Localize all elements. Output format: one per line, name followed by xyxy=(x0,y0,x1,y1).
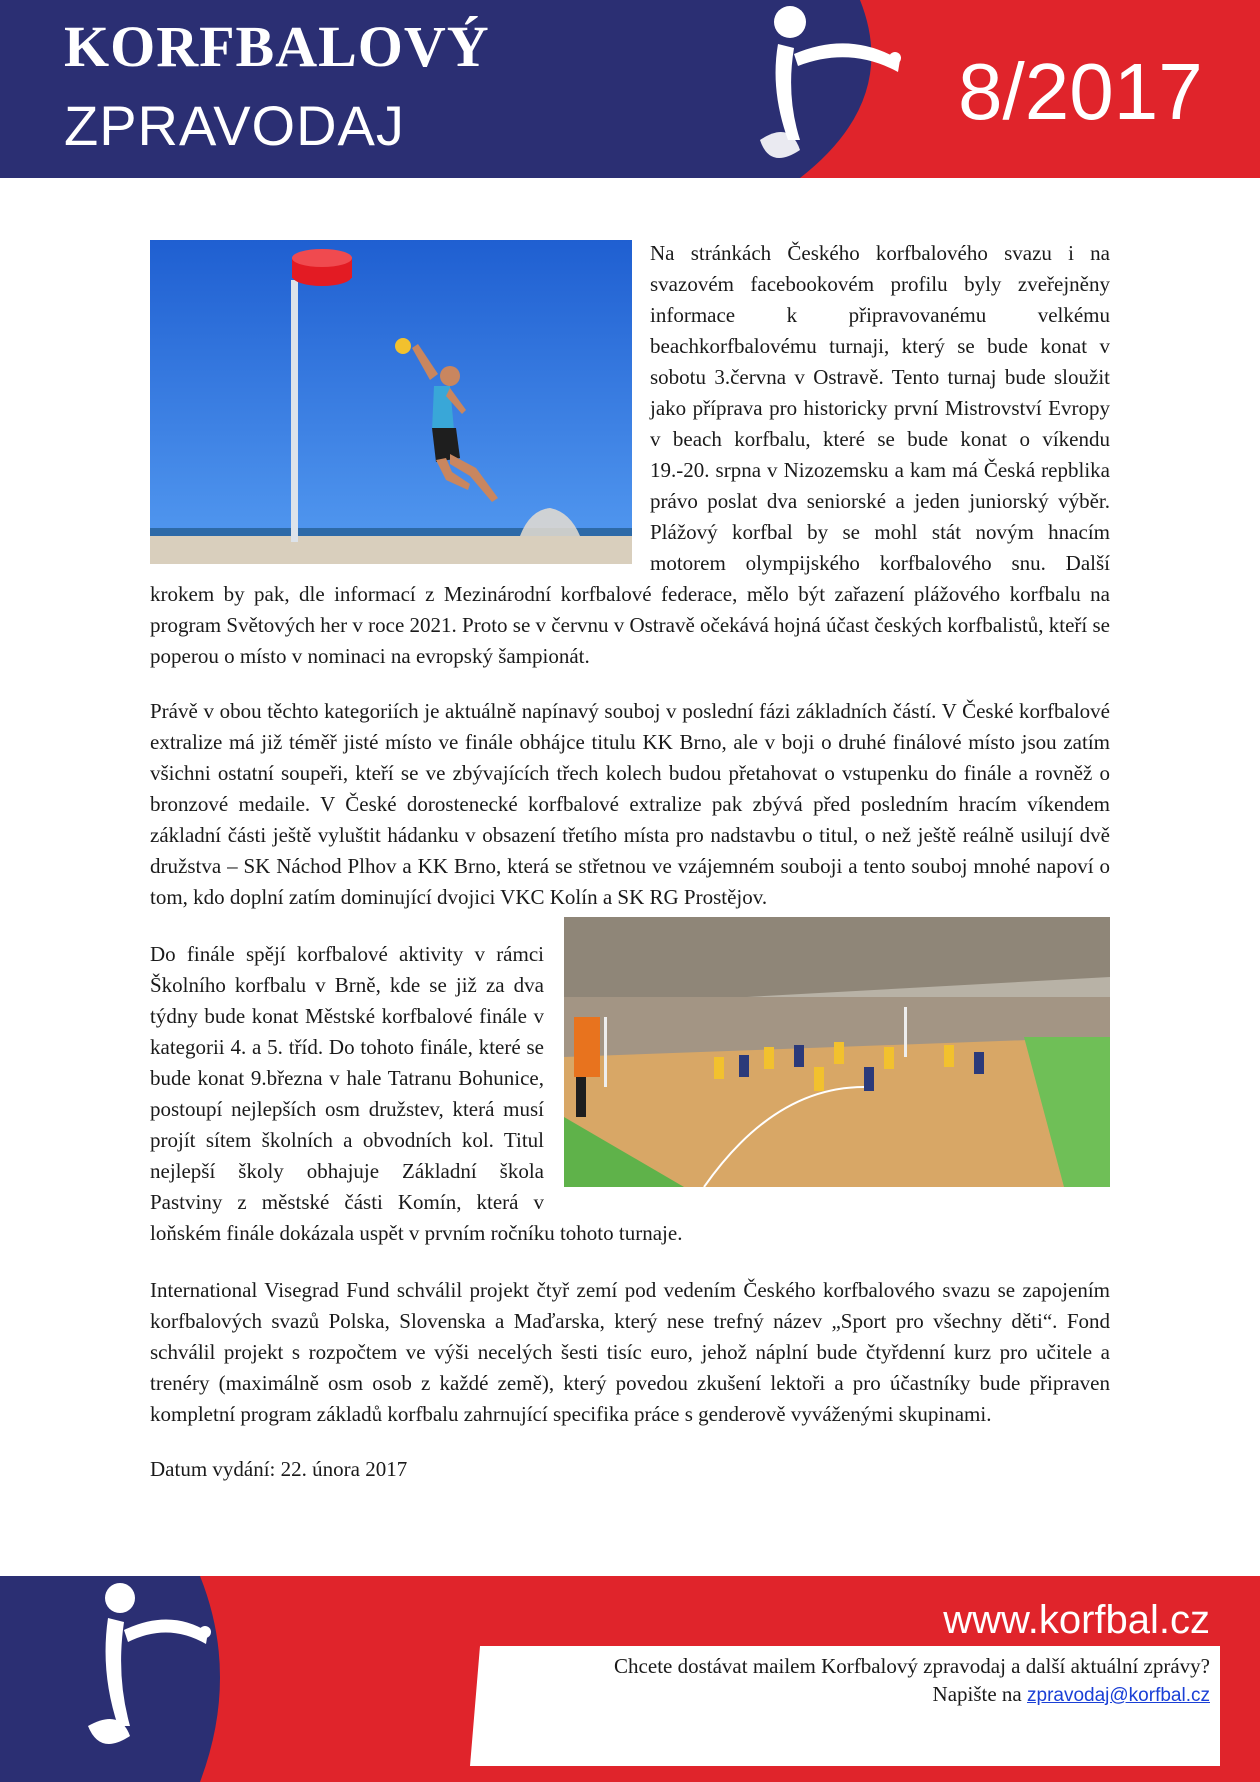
subscribe-contact xyxy=(614,1680,1210,1710)
issue-number: 8/2017 xyxy=(958,47,1203,136)
article-beach-korfball: Na stránkách Českého korfbalového svazu i na svazovém facebookovém profilu byly zveřejněny informace k připravovanému velkému beachkorfbalovému turnaji, který se bude konat v sobotu 3.června v Ostravě. Tento turnaj bude sloužit jako příprava pro historicky první Mistrovství Evropy v beach korfbalu, které se bude konat o víkendu 19.-20. srpna v Nizozemsku a kam má Česká repblika právo poslat dva seniorské a jeden juniorský výběr. Plážový korfbal by se mohl stát novým hnacím motorem olympijského korfbalového snu. Další krokem by pak, dle informací z Mezinárodní korfbalové federace, mělo být zařazení plážového korfbalu na program Světových her v roce 2021. Proto se v červnu v Ostravě očekává hojná účast českých korfbalistů, kteří se poperou o místo v nominaci na evropský šampionát. xyxy=(150,241,1110,668)
article-school-korfball: Do finále spějí korfbalové aktivity v rámci Školního korfbalu v Brně, kde se již za dva týdny bude konat Městské korfbalové finále v kategorii 4. a 5. tříd. Do tohoto finále, které se bude konat 9.března v hale Tatranu Bohunice, postoupí nejlepších osm družstev, která musí projít sítem školních a obvodních kol. Titul nejlepší školy obhajuje Základní škola Pastviny z městské části Komín, která v loňském finále dokázala uspět v prvním ročníku tohoto turnaje. xyxy=(150,942,683,1245)
footer-banner xyxy=(0,1576,1260,1782)
article-extraliga: Právě v obou těchto kategoriích je aktuálně napínavý souboj v poslední fázi základních částí. V České korfbalové extralize má již téměř jisté místo ve finále obhájce titulu KK Brno, ale v boji o druhé finálové místo jsou zatím všichni ostatní soupeři, kteří se ve zbývajících třech kolech budou přetahovat o vstupenku do finále a rovněž o bronzové medaile. V České dorostenecké korfbalové extralize pak zbývá před posledním hracím víkendem základní části ještě vyluštit hádanku v obsazení třetího místa pro nadstavbu o titul, o než ještě reálně usilují dvě družstva – SK Náchod Plhov a KK Brno, která se střetnou ve vzájemném souboji a tento souboj mnohé napoví o tom, kdo doplní zatím dominující dvojici VKC Kolín a SK RG Prostějov. xyxy=(150,699,1110,909)
article-visegrad-fund: International Visegrad Fund schválil projekt čtyř zemí pod vedením Českého korfbalového svazu se zapojením korfbalových svazů Polska, Slovenska a Maďarska, který nese trefný název „Sport pro všechny děti“. Fond schválil projekt s rozpočtem ve výši necelých šesti tisíc euro, jehož náplní bude čtyřdenní kurz pro učitele a trenéry (maximálně osm osob z každé země), který povedou zkušení lektoři a pro účastníky bude připraven kompletní program základů korfbalu zahrnující specifika práce s genderově vyváženými skupinami. xyxy=(150,1278,1110,1426)
school-korfball-photo xyxy=(564,917,1110,1187)
newsletter-title-line2: ZPRAVODAJ xyxy=(64,94,405,157)
newsletter-title-line1: KORFBALOVÝ xyxy=(64,14,490,79)
website-link[interactable]: www.korfbal.cz xyxy=(943,1598,1210,1642)
newsletter-content xyxy=(150,238,1110,1485)
beach-korfball-photo xyxy=(150,240,632,564)
email-link[interactable]: zpravodaj@korfbal.cz xyxy=(1027,1685,1210,1706)
write-to-label: Napište na xyxy=(932,1682,1022,1706)
publication-date: Datum vydání: 22. února 2017 xyxy=(150,1457,408,1481)
subscribe-box xyxy=(614,1652,1210,1710)
subscribe-text: Chcete dostávat mailem Korfbalový zpravodaj a další aktuální zprávy? xyxy=(614,1654,1210,1678)
header-banner xyxy=(0,0,1260,178)
